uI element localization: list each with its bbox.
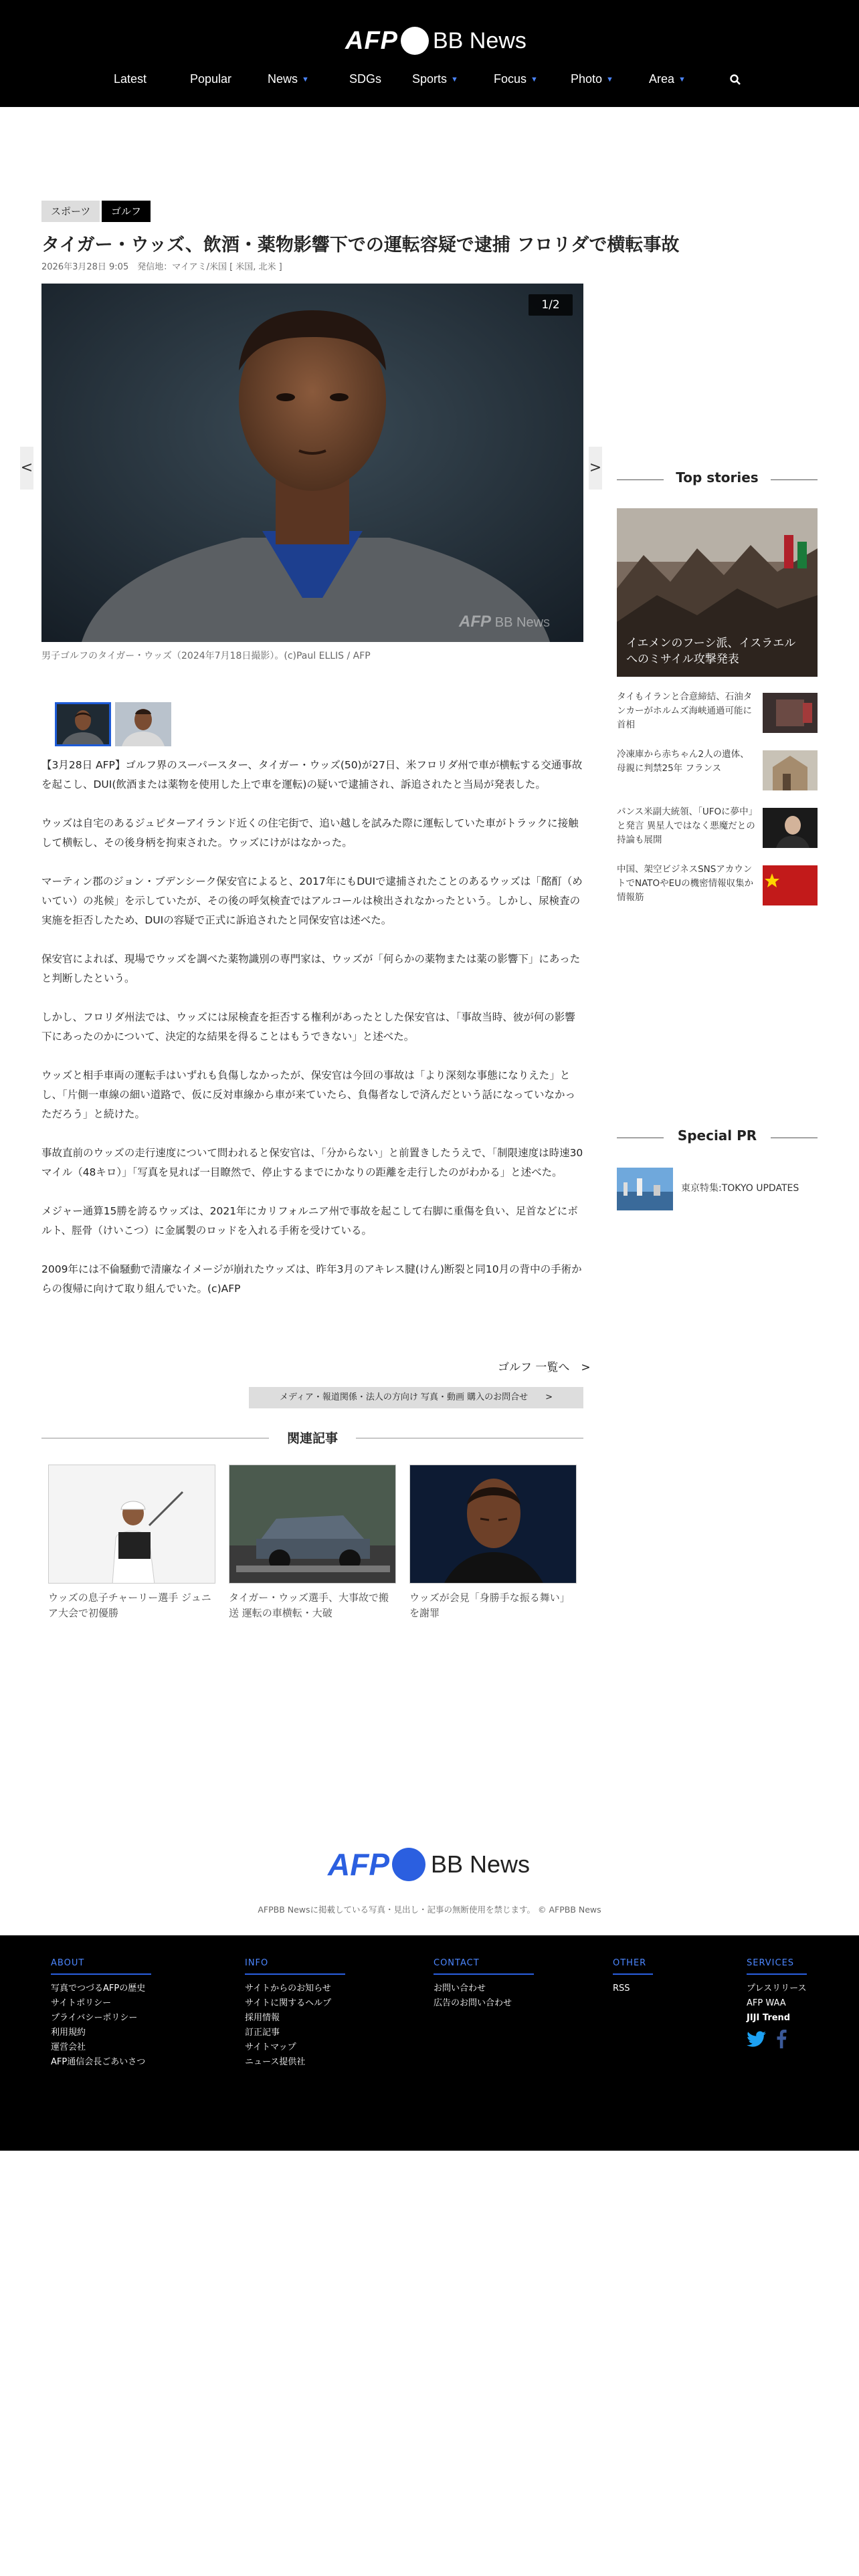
logo-bb-text: BB News <box>433 27 527 53</box>
related-caption: ウッズの息子チャーリー選手 ジュニア大会で初優勝 <box>48 1592 211 1619</box>
side-story-title: タイもイランと合意締結、石油タンカーがホルムズ海峡通過可能に 首相 <box>617 691 753 730</box>
paragraph: ウッズと相手車両の運転手はいずれも負傷しなかったが、保安官は今回の事故は「より深刻な事態になりえた」とし、「片側一車線の細い道路で、仮に反対車線から車が来ていたら、負傷者なしで済んだという話になっていなかっただろう」と続けた。 <box>41 1069 575 1120</box>
footer-link[interactable]: ニュース提供社 <box>245 2057 306 2067</box>
nav-popular[interactable] <box>190 72 231 86</box>
footer-heading: CONTACT <box>434 1958 534 1975</box>
watermark-afp: AFP <box>459 613 491 631</box>
article-title: タイガー・ウッズ、飲酒・薬物影響下での運転容疑で逮捕 フロリダで横転事故 <box>41 235 680 255</box>
footer-link[interactable]: お問い合わせ <box>434 1983 486 1994</box>
article-meta: 2026年3月28日 9:05 発信地：マイアミ/米国 [ 米国, 北米 ] <box>41 262 282 272</box>
watermark-bb: BB News <box>494 615 551 630</box>
related-card[interactable] <box>409 1465 577 1621</box>
article-body <box>41 756 583 1318</box>
paragraph: 2009年には不倫騒動で清廉なイメージが崩れたウッズは、昨年3月のアキレス腱(けん)断裂と同10月の背中の手術からの復帰に向けて取り組んでいた。(c)AFP <box>41 1263 582 1295</box>
footer-heading: INFO <box>245 1958 345 1975</box>
nav-label: Focus <box>494 72 527 86</box>
side-story[interactable] <box>617 748 818 794</box>
site-footer <box>0 1935 859 2151</box>
footer-link[interactable]: プライバシーポリシー <box>51 2013 138 2023</box>
nav-label: Popular <box>190 72 232 86</box>
side-story[interactable] <box>617 690 818 737</box>
related-card[interactable] <box>48 1465 215 1621</box>
golf-list-link[interactable]: ゴルフ 一覧へ > <box>498 1361 591 1374</box>
footer-link[interactable]: 利用規約 <box>51 2028 86 2038</box>
related-photo <box>48 1465 215 1584</box>
footer-logo[interactable] <box>328 1846 530 1883</box>
footer-link[interactable]: 運営会社 <box>51 2042 86 2052</box>
related-caption: タイガー・ウッズ選手、大事故で搬送 運転の車横転・大破 <box>229 1592 389 1619</box>
nav-label: News <box>268 72 298 86</box>
side-story-title: パンス米副大統領、「UFOに夢中」と発言 異星人ではなく悪魔だとの持論も展開 <box>617 807 755 845</box>
next-slide-button[interactable]: > <box>589 447 602 490</box>
nav-sdgs[interactable] <box>349 72 381 86</box>
footer-heading: ABOUT <box>51 1958 151 1975</box>
side-story-photo <box>763 865 818 905</box>
photo-watermark <box>459 613 550 631</box>
tag-sports[interactable]: スポーツ <box>41 201 100 222</box>
related-photo <box>409 1465 577 1584</box>
chevron-down-icon: ▼ <box>606 76 613 84</box>
footer-link[interactable]: 広告のお問い合わせ <box>434 1998 512 2008</box>
social-links <box>747 2030 807 2048</box>
logo-dot <box>401 27 429 55</box>
nav-label: SDGs <box>349 72 382 86</box>
nav-sports[interactable] <box>412 72 458 86</box>
photo-caption: 男子ゴルフのタイガー・ウッズ（2024年7月18日撮影）。(c)Paul ELLIS / AFP <box>41 651 371 661</box>
main-nav <box>0 72 859 91</box>
footer-column-other <box>613 1958 653 1996</box>
site-header <box>0 0 859 107</box>
footer-column-contact <box>434 1958 534 2011</box>
footer-column-services <box>747 1958 807 2048</box>
top-stories-heading <box>617 469 818 490</box>
jiji-trend-link[interactable]: JIJI Trend <box>747 2013 791 2023</box>
nav-label: Area <box>649 72 675 86</box>
special-pr-heading-text: Special PR <box>677 1128 757 1144</box>
footer-column-about <box>51 1958 151 2070</box>
chevron-down-icon: ▼ <box>302 76 309 84</box>
paragraph: メジャー通算15勝を誇るウッズは、2021年にカリフォルニア州で事故を起こして右脚に重傷を負い、足首などにボルト、脛骨（けいこつ）に金属製のロッドを入れる手術を受けている。 <box>41 1205 578 1237</box>
pr-item[interactable] <box>617 1168 818 1210</box>
logo-afp-text: AFP <box>345 26 398 55</box>
footer-link[interactable]: 写真でつづるAFPの歴史 <box>51 1983 146 1994</box>
paragraph: しかし、フロリダ州法では、ウッズには尿検査を拒否する権利があったとした保安官は、「事故当時、彼が何の影響下にあったのかについて、決定的な結果を得ることはもうできない」と述べた。 <box>41 1011 575 1043</box>
top-story-caption: イエメンのフーシ派、イスラエルへのミサイル攻撃発表 <box>626 637 796 666</box>
related-heading-text: 関連記事 <box>286 1431 338 1446</box>
footer-link[interactable]: AFP WAA <box>747 1998 786 2008</box>
special-pr-heading <box>617 1128 818 1148</box>
nav-focus[interactable] <box>494 72 538 86</box>
footer-link[interactable]: 採用情報 <box>245 2013 280 2023</box>
top-story-card[interactable] <box>617 508 818 677</box>
media-inquiry-link[interactable]: メディア・報道関係・法人の方向け 写真・動画 購入のお問合せ > <box>249 1387 583 1408</box>
chevron-down-icon: ▼ <box>531 76 538 84</box>
prev-slide-button[interactable]: < <box>20 447 33 490</box>
thumbnail-1[interactable] <box>55 702 111 746</box>
paragraph: 事故直前のウッズの走行速度について問われると保安官は、「分からない」と前置きしたうえで、「制限速度は時速30マイル（48キロ）」「写真を見れば一目瞭然で、停止するまでにかなりの距離を走行したのがわかる」と述べた。 <box>41 1147 583 1178</box>
nav-news[interactable] <box>268 72 309 86</box>
paragraph: マーティン郡のジョン・ブデンシーク保安官によると、2017年にもDUIで逮捕されたことのあるウッズは「酩酊（めいてい）の兆候」を示していたが、その後の呼気検査ではアルコールは検出されなかったという。しかし、尿検査の実施を拒否したため、DUIの容疑で正式に訴追されたと同保安官は述べた。 <box>41 875 583 926</box>
footer-link[interactable]: RSS <box>613 1983 630 1994</box>
paragraph: 保安官によれば、現場でウッズを調べた薬物識別の専門家は、ウッズが「何らかの薬物または薬の影響下」にあったと判断したという。 <box>41 953 581 984</box>
facebook-icon[interactable] <box>776 2030 787 2048</box>
footer-link[interactable]: AFP通信会長ごあいさつ <box>51 2057 146 2067</box>
slide-counter: 1/2 <box>529 294 573 316</box>
footer-logo-dot <box>392 1848 425 1881</box>
footer-column-info <box>245 1958 345 2070</box>
copyright-text: AFPBB Newsに掲載している写真・見出し・記事の無断使用を禁じます。 © AFPBB News <box>258 1905 601 1915</box>
footer-link[interactable]: プレスリリース <box>747 1983 807 1994</box>
side-story-title: 冷凍庫から赤ちゃん2人の遺体、母親に判禁25年 フランス <box>617 749 749 774</box>
site-logo[interactable] <box>345 24 527 58</box>
footer-link[interactable]: サイトに関するヘルプ <box>245 1998 332 2008</box>
twitter-icon[interactable] <box>747 2031 767 2047</box>
chevron-down-icon: ▼ <box>451 76 458 84</box>
search-icon[interactable] <box>729 74 741 86</box>
footer-link[interactable]: サイトマップ <box>245 2042 296 2052</box>
related-card[interactable] <box>229 1465 396 1621</box>
nav-label: Latest <box>114 72 147 86</box>
chevron-down-icon: ▼ <box>678 76 686 84</box>
top-stories-heading-text: Top stories <box>676 469 759 486</box>
divider <box>771 479 818 480</box>
nav-photo[interactable] <box>571 72 613 86</box>
related-photo <box>229 1465 396 1584</box>
related-articles-heading <box>41 1428 583 1447</box>
footer-logo-afp: AFP <box>328 1847 389 1882</box>
side-story[interactable] <box>617 863 818 909</box>
footer-heading: SERVICES <box>747 1958 807 1975</box>
pr-title: 東京特集:TOKYO UPDATES <box>681 1183 799 1194</box>
tag-golf[interactable]: ゴルフ <box>102 201 151 222</box>
side-story-photo <box>763 693 818 733</box>
side-story-photo <box>763 808 818 848</box>
paragraph: ウッズは自宅のあるジュピターアイランド近くの住宅街で、追い越しを試みた際に運転していた車がトラックに接触して横転し、その後身柄を拘束された。ウッズにけがはなかった。 <box>41 817 579 849</box>
related-caption: ウッズが会見「身勝手な振る舞い」を謝罪 <box>409 1592 570 1619</box>
side-story-title: 中国、架空ビジネスSNSアカウントでNATOやEUの機密情報収集か 情報筋 <box>617 864 754 903</box>
footer-link[interactable]: 訂正記事 <box>245 2028 280 2038</box>
main-photo[interactable] <box>41 284 583 642</box>
thumbnail-2[interactable] <box>115 702 171 746</box>
side-story-photo <box>763 750 818 790</box>
footer-link[interactable]: サイトからのお知らせ <box>245 1983 331 1994</box>
side-story[interactable] <box>617 805 818 852</box>
pr-photo <box>617 1168 673 1210</box>
footer-link[interactable]: サイトポリシー <box>51 1998 112 2008</box>
nav-label: Sports <box>412 72 448 86</box>
nav-label: Photo <box>571 72 603 86</box>
nav-latest[interactable] <box>114 72 147 86</box>
footer-logo-bb: BB News <box>431 1850 531 1878</box>
nav-area[interactable] <box>649 72 686 86</box>
footer-heading: OTHER <box>613 1958 653 1975</box>
paragraph: 【3月28日 AFP】ゴルフ界のスーパースター、タイガー・ウッズ(50)が27日、米フロリダ州で車が横転する交通事故を起こし、DUI(飲酒または薬物を使用した上で車を運転)の疑いで逮捕され、訴追されたと当局が発表した。 <box>41 759 583 790</box>
